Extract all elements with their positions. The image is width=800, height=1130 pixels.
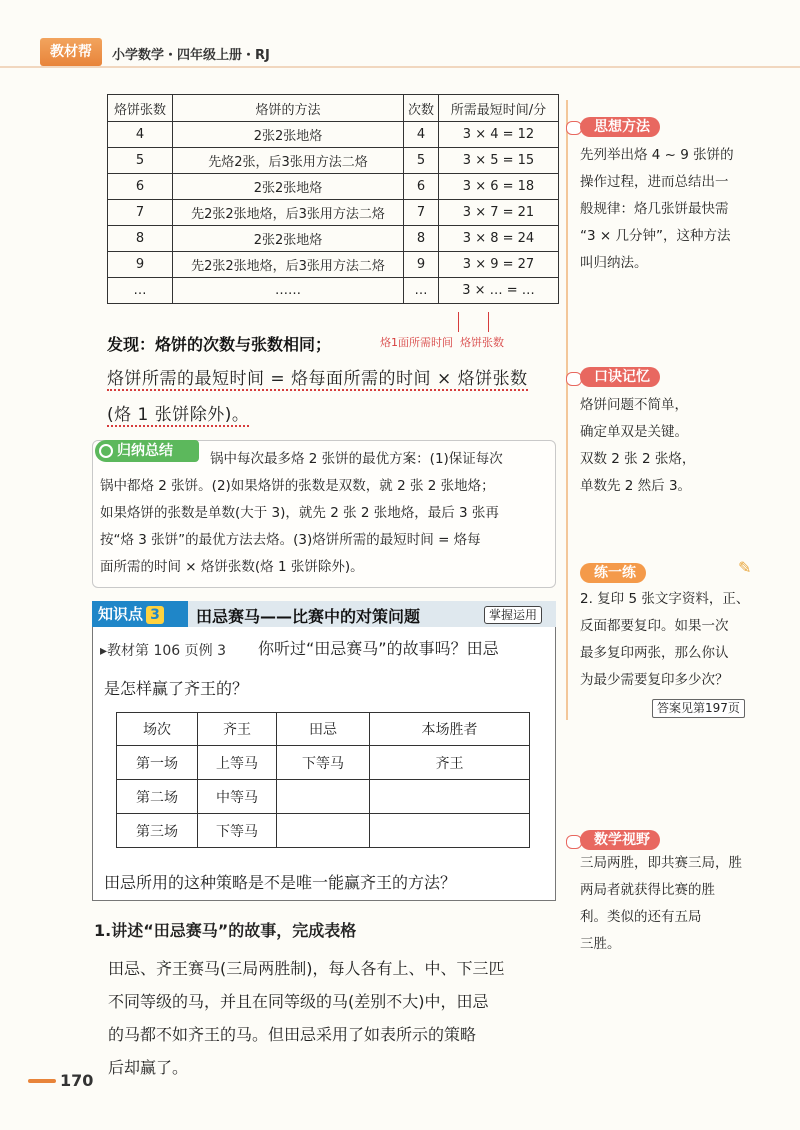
cell: 齐王: [370, 746, 530, 780]
col-header: 本场胜者: [370, 713, 530, 746]
thinking-tag: 思想方法: [580, 117, 660, 137]
side-line: 操作过程，进而总结出一: [580, 174, 729, 190]
cell: 8: [404, 226, 439, 252]
cell: 下等马: [277, 746, 370, 780]
cell: 4: [108, 122, 173, 148]
cell: 3 × 9 = 27: [439, 252, 559, 278]
cell: 2张2张地烙: [173, 122, 404, 148]
note-time: 烙1面所需时间: [380, 336, 453, 349]
summary-line: 锅中都烙 2 张饼。(2)如果烙饼的张数是双数，就 2 张 2 张地烙；: [100, 478, 495, 494]
side-line: 般规律：烙几张饼最快需: [580, 201, 729, 217]
table-row: [108, 226, 559, 252]
summary-line: 按“烙 3 张饼”的最优方法去烙。(3)烙饼所需的最短时间 = 烙每: [100, 532, 481, 548]
note-count: 烙饼张数: [460, 336, 504, 349]
summary-text: [100, 446, 550, 581]
col-header: 次数: [404, 95, 439, 122]
cell: 中等马: [198, 780, 277, 814]
formula: [107, 364, 528, 389]
paragraph-line: 后却赢了。: [108, 1058, 189, 1077]
cell: …: [404, 278, 439, 304]
pancake-table: [107, 94, 559, 304]
cell: ……: [173, 278, 404, 304]
cell: [370, 780, 530, 814]
view-text: [580, 850, 780, 958]
formula-exception: [107, 400, 249, 425]
cell: 5: [108, 148, 173, 174]
discovery-notes: [380, 334, 504, 350]
page-number-bar: [28, 1079, 56, 1083]
side-line: 双数 2 张 2 张烙，: [580, 451, 696, 467]
summary-line: 面所需的时间 × 烙饼张数(烙 1 张饼除外)。: [100, 559, 364, 575]
cell: 3 × 8 = 24: [439, 226, 559, 252]
cell: 先2张2张地烙，后3张用方法二烙: [173, 252, 404, 278]
mnemonic-tag: 口诀记忆: [580, 367, 660, 387]
knowledge-tag-label: 知识点: [98, 605, 144, 623]
side-line: 为最少需要复印多少次？: [580, 672, 729, 688]
exception-text: (烙 1 张饼除外)。: [107, 405, 250, 425]
horse-race-table: [116, 712, 530, 848]
arrow-up-icon: [458, 312, 459, 332]
practice-tag: 练一练: [580, 563, 646, 583]
book-title: 小学数学・四年级上册・RJ: [112, 48, 270, 63]
discovery-label: 发现：: [107, 335, 156, 354]
cell: 6: [108, 174, 173, 200]
paragraph-line: 田忌、齐王赛马(三局两胜制)，每人各有上、中、下三匹: [108, 959, 505, 978]
table-row: [108, 174, 559, 200]
table-row: [108, 200, 559, 226]
cell: 先2张2张地烙，后3张用方法二烙: [173, 200, 404, 226]
side-line: 三胜。: [580, 936, 621, 952]
summary-tag-label: 归纳总结: [117, 443, 173, 459]
cell: 3 × 4 = 12: [439, 122, 559, 148]
practice-text: [580, 586, 780, 694]
thinking-text: [580, 142, 780, 277]
table-row: [108, 122, 559, 148]
cell: 先烙2张，后3张用方法二烙: [173, 148, 404, 174]
col-header: 烙饼的方法: [173, 95, 404, 122]
side-line: 单数先 2 然后 3。: [580, 478, 692, 494]
knowledge-number: 3: [146, 606, 164, 624]
textbook-reference: ▸教材第 106 页例 3: [100, 643, 227, 659]
cell: 3 × 5 = 15: [439, 148, 559, 174]
table-header-row: [108, 95, 559, 122]
col-header: 烙饼张数: [108, 95, 173, 122]
cell: 第二场: [117, 780, 198, 814]
side-line: 利。类似的还有五局: [580, 909, 702, 925]
cell: [370, 814, 530, 848]
cell: …: [108, 278, 173, 304]
cell: [277, 780, 370, 814]
side-line: 烙饼问题不简单，: [580, 397, 688, 413]
col-header: 齐王: [198, 713, 277, 746]
cell: 3 × 6 = 18: [439, 174, 559, 200]
summary-line: 锅中每次最多烙 2 张饼的最优方案：(1)保证每次: [210, 451, 503, 467]
side-line: 叫归纳法。: [580, 255, 648, 271]
cell: 下等马: [198, 814, 277, 848]
strategy-question: 田忌所用的这种策略是不是唯一能赢齐王的方法？: [104, 873, 457, 892]
cell: 第三场: [117, 814, 198, 848]
arrow-up-icon: [488, 312, 489, 332]
pencil-icon: ✎: [738, 558, 752, 577]
cell: 3 × … = …: [439, 278, 559, 304]
table-row: [117, 780, 530, 814]
paragraph-line: 不同等级的马，并且在同等级的马(差别不大)中，田忌: [108, 992, 489, 1011]
table-row: [108, 148, 559, 174]
side-line: 2. 复印 5 张文字资料，正、: [580, 591, 750, 607]
paragraph-line: 的马都不如齐王的马。但田忌采用了如表所示的策略: [108, 1025, 477, 1044]
mnemonic-text: [580, 392, 780, 500]
cell: 7: [404, 200, 439, 226]
side-line: 反面都要复印。如果一次: [580, 618, 729, 634]
mastery-badge: 掌握运用: [484, 606, 542, 624]
question-line: 是怎样赢了齐王的？: [104, 679, 249, 698]
formula-text: 烙饼所需的最短时间 = 烙每面所需的时间 × 烙饼张数: [107, 369, 528, 389]
cell: 5: [404, 148, 439, 174]
cell: 2张2张地烙: [173, 226, 404, 252]
table-row: [108, 278, 559, 304]
answer-reference: 答案见第197页: [652, 699, 745, 718]
col-header: 所需最短时间/分: [439, 95, 559, 122]
cell: 9: [404, 252, 439, 278]
side-line: 三局两胜，即共赛三局，胜: [580, 855, 742, 871]
header-divider: [0, 66, 800, 68]
step-paragraph: [108, 952, 563, 1084]
cell: 上等马: [198, 746, 277, 780]
side-line: 先列举出烙 4 ~ 9 张饼的: [580, 147, 734, 163]
knowledge-tag: [92, 601, 188, 627]
discovery-line: [107, 332, 331, 355]
cell: 9: [108, 252, 173, 278]
table-row: [108, 252, 559, 278]
cell: 第一场: [117, 746, 198, 780]
cell: 8: [108, 226, 173, 252]
side-divider: [566, 100, 568, 720]
col-header: 田忌: [277, 713, 370, 746]
side-line: 最多复印两张，那么你认: [580, 645, 729, 661]
step-title: 1.讲述“田忌赛马”的故事，完成表格: [94, 921, 357, 940]
cell: 6: [404, 174, 439, 200]
view-tag: 数学视野: [580, 830, 660, 850]
col-header: 场次: [117, 713, 198, 746]
knowledge-title: 田忌赛马——比赛中的对策问题: [196, 607, 421, 626]
cell: 3 × 7 = 21: [439, 200, 559, 226]
side-line: 两局者就获得比赛的胜: [580, 882, 715, 898]
summary-line: 如果烙饼的张数是单数(大于 3)，就先 2 张 2 张地烙，最后 3 张再: [100, 505, 499, 521]
table-header-row: [117, 713, 530, 746]
side-line: “3 × 几分钟”，这种方法: [580, 228, 731, 244]
brand-badge: 教材帮: [40, 38, 102, 66]
question-line: 你听过“田忌赛马”的故事吗？田忌: [258, 639, 499, 658]
side-line: 确定单双是关键。: [580, 424, 688, 440]
discovery-text: 烙饼的次数与张数相同；: [155, 335, 332, 354]
cell: [277, 814, 370, 848]
page-number: 170: [60, 1071, 94, 1090]
table-row: [117, 746, 530, 780]
cell: 2张2张地烙: [173, 174, 404, 200]
cell: 7: [108, 200, 173, 226]
table-row: [117, 814, 530, 848]
cell: 4: [404, 122, 439, 148]
